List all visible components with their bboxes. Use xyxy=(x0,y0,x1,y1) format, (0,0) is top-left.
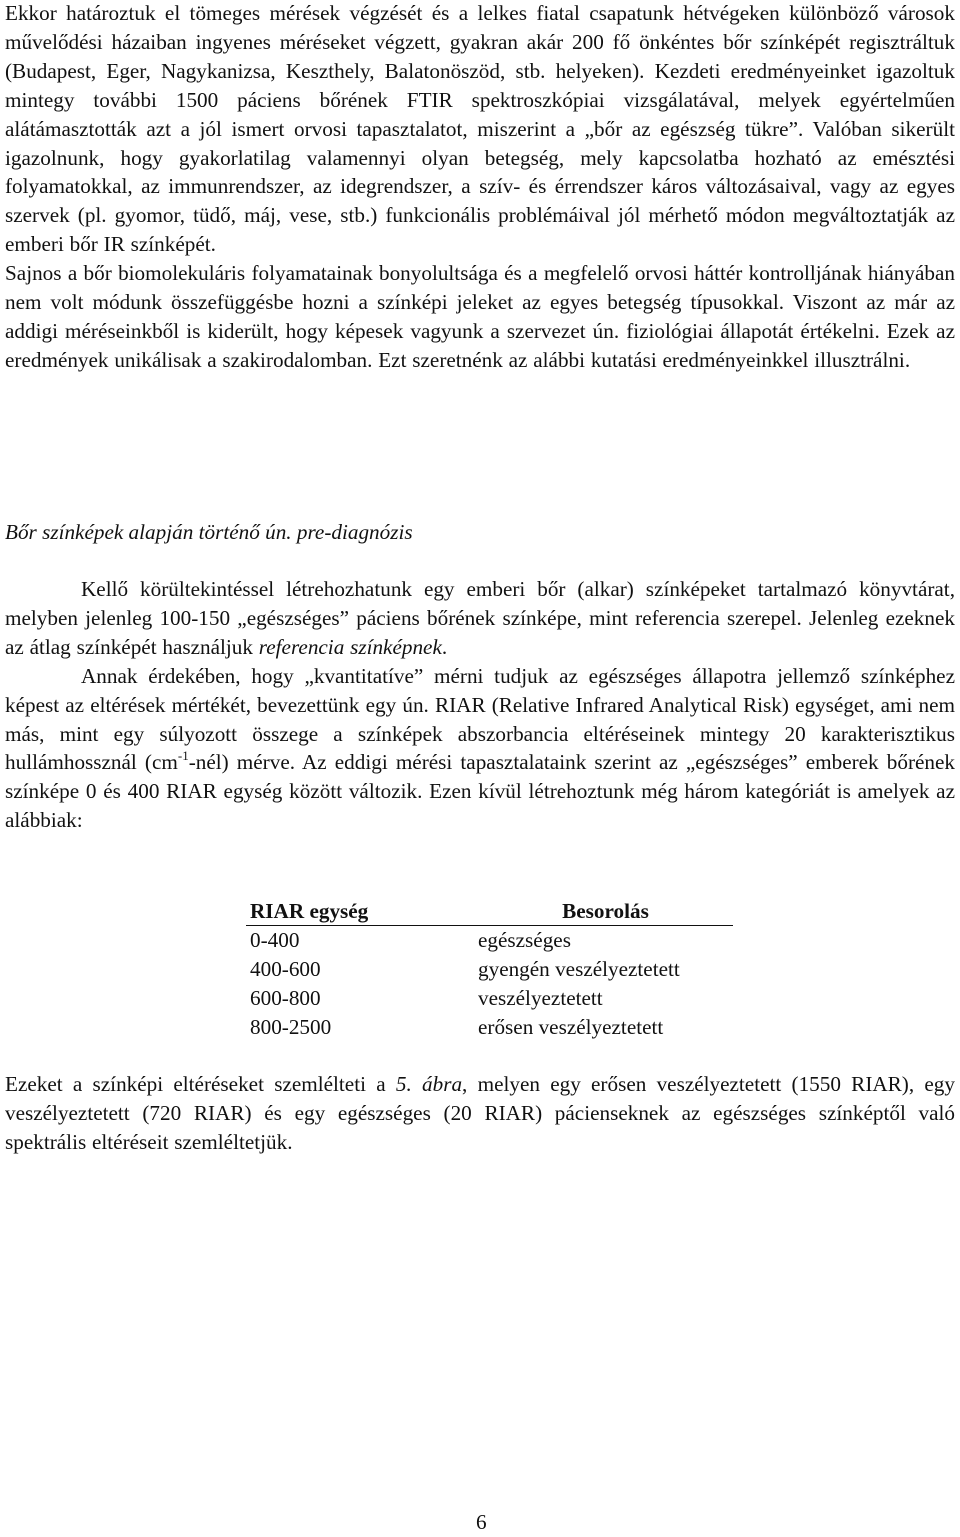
reference-spectrum-term: referencia színképnek xyxy=(258,634,442,659)
paragraph-figure-5 xyxy=(5,1070,955,1157)
table-row xyxy=(246,1013,733,1042)
header-classification: Besorolás xyxy=(478,897,733,926)
paragraph-library xyxy=(5,575,955,662)
table-header-row xyxy=(246,897,733,926)
paragraph-riar xyxy=(5,662,955,835)
classification-cell: erősen veszélyeztetett xyxy=(478,1015,664,1039)
paragraph-library-end: . xyxy=(441,634,448,659)
table-row xyxy=(246,955,733,984)
classification-cell: gyengén veszélyeztetett xyxy=(478,957,680,981)
page-number: 6 xyxy=(476,1510,487,1534)
superscript-minus-one: -1 xyxy=(177,748,189,764)
paragraph-biomolecular: Sajnos a bőr biomolekuláris folyamatainak bonyolultsága és a megfelelő orvosi háttér kontrolljának hiányában nem volt módunk összefüggésbe hozni a színképi jeleket az egyes betegség típusokkal. Viszont az már az addigi méréseinkből is kiderült, hogy képesek vagyunk a szervezet ún. fiziológiai állapotát értékelni. Ezek az eredmények unikálisak a szakirodalomban. Ezt szeretnénk az alábbi kutatási eredményeinkkel illusztrálni. xyxy=(5,261,955,372)
paragraph-mass-measurements: Ekkor határoztuk el tömeges mérések végzését és a lelkes fiatal csapatunk hétvégeken különböző városok művelődési házaiban ingyenes méréseket végzett, gyakran akár 200 fő önkéntes bőr színképét regisztráltuk (Budapest, Eger, Nagykanizsa, Keszthely, Balatonöszöd, stb. helyeken). Kezdeti eredményeinket igazoltuk mintegy további 1500 páciens bőrének FTIR spektroszkópiai vizsgálatával, melyek egyértelműen alátámasztották azt a jól ismert orvosi tapasztalatot, miszerint a „bőr az egészség tükre”. Valóban sikerült igazolnunk, hogy gyakorlatilag valamennyi olyan betegség, mely kapcsolatba hozható az emésztési folyamatokkal, az immunrendszer, az idegrendszer, a szív- és érrendszer káros változásaival, vagy az egyes szervek (pl. gyomor, tüdő, máj, vese, stb.) funkcionális problémáival jól mérhető módon megváltoztatják az emberi bőr IR színképét. xyxy=(5,1,955,257)
classification-cell: veszélyeztetett xyxy=(478,986,603,1010)
paragraph-library-text: Kellő körültekintéssel létrehozhatunk egy emberi bőr (alkar) színképeket tartalmazó könyvtárat, melyben jelenleg 100-150 „egészséges” páciens bőrének színképe, mint referencia szerepel. Jelenleg ezeknek az átlag színképét használjuk xyxy=(5,577,955,659)
section-paragraphs xyxy=(5,575,955,835)
header-riar-unit: RIAR egység xyxy=(246,897,478,926)
riar-range-cell: 400-600 xyxy=(250,957,321,981)
intro-paragraphs xyxy=(5,0,955,375)
paragraph-figure-text-1: Ezeket a színképi eltéréseket szemlélteti a xyxy=(5,1072,396,1096)
paragraph-figure-text-2: , melyen egy erősen veszélyeztetett (1550 RIAR), egy veszélyeztetett (720 RIAR) és egy egészséges (20 RIAR) pácienseknek az egészséges színképtől való spektrális eltéréseit szemléltetjük. xyxy=(5,1072,955,1154)
table-row xyxy=(246,984,733,1013)
classification-cell: egészséges xyxy=(478,928,571,952)
section-heading: Bőr színképek alapján történő ún. pre-diagnózis xyxy=(5,520,413,544)
paragraph-riar-text-2: -nél) mérve. Az eddigi mérési tapasztalataink szerint az „egészséges” emberek bőrének színképe 0 és 400 RIAR egység között változik. Ezen kívül létrehoztunk még három kategóriát is amelyek az alábbiak: xyxy=(5,750,955,833)
table-row xyxy=(246,926,733,956)
figure-reference: 5. ábra xyxy=(395,1072,463,1096)
riar-range-cell: 600-800 xyxy=(250,986,321,1010)
riar-range-cell: 0-400 xyxy=(250,928,300,952)
riar-classification-table xyxy=(246,897,733,1042)
figure-reference-paragraph xyxy=(5,1070,955,1157)
riar-range-cell: 800-2500 xyxy=(250,1015,332,1039)
paragraph-riar-text-1: Annak érdekében, hogy „kvantitatíve” mérni tudjuk az egészséges állapotra jellemző színképhez képest az eltérések mértékét, bevezettünk egy ún. RIAR (Relative Infrared Analytical Risk) egységet, ami nem más, mint egy súlyozott összege a színképek abszorbancia eltéréseinek mintegy 20 karakterisztikus hullámhossznál (cm xyxy=(5,663,955,775)
